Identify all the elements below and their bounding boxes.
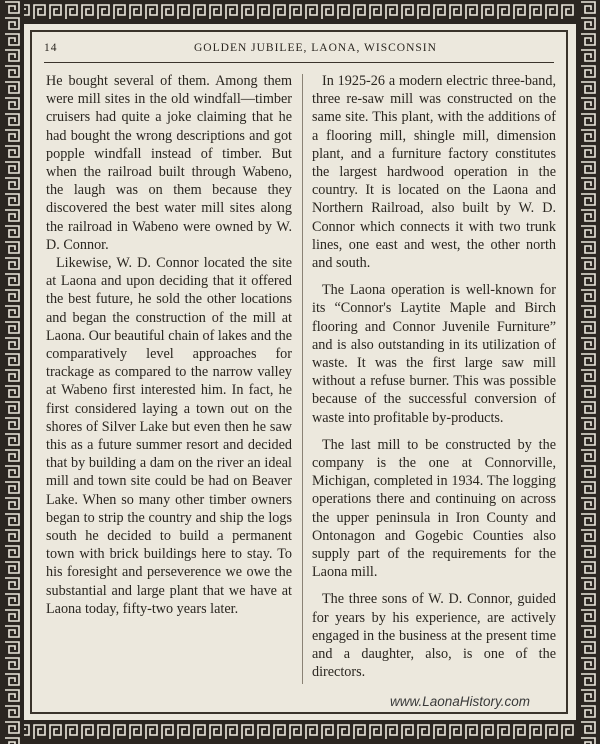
paragraph: In 1925-26 a modern electric three-band, three re-saw mill was constructed on the same site. This plant, with the additions of a flooring mill, shingle mill, dimension plant, and a furniture factory constitutes the largest hardwood operation in the country. It is located on the Laona and Northern Railroad, also built by W. D. Connor which connects it with two trunk lines, one east and west, the other north and south.	[312, 73, 556, 272]
right-column	[312, 72, 556, 682]
paragraph: The Laona operation is well-known for its “Connor's Laytite Maple and Birch flooring and Connor Juvenile Furniture” and is also outstanding in its utilization of waste. It was the first large saw mill without a refuse burner. This was possible because of the successful conversion of waste into profitable by-products.	[312, 282, 556, 426]
running-title: GOLDEN JUBILEE, LAONA, WISCONSIN	[194, 42, 437, 54]
border-top	[0, 0, 600, 24]
paragraph: The last mill to be constructed by the company is the one at Connorville, Michigan, completed in 1934. The logging operations there and continuing on across the upper peninsula in Iron County and Ontonagon and Gogebic Counties also supply part of the requirements for the Laona mill.	[312, 436, 556, 581]
border-left	[0, 0, 24, 744]
running-header	[44, 40, 554, 58]
watermark: www.LaonaHistory.com	[390, 694, 531, 709]
border-bottom	[0, 720, 600, 744]
paragraph: He bought several of them. Among them were mill sites in the old windfall—timber cruisers had quite a joke claiming that he had bought the wrong descriptions and got popple windfall instead of timber. But when the railroad built through Wabeno, the laugh was on them because they discovered the best water mill sites along the railroad in Wabeno were owned by W. D. Connor.	[46, 73, 292, 253]
left-column	[46, 72, 292, 618]
border-right	[576, 0, 600, 744]
paragraph: The three sons of W. D. Connor, guided for years by his experience, are actively engaged in the business at the present time and a daughter, also, is one of the directors.	[312, 591, 556, 681]
page-number: 14	[44, 42, 58, 54]
paragraph: Likewise, W. D. Connor located the site at Laona and upon deciding that it offered the best future, he sold the other locations and began the construction of the mill at Laona. Our beautiful chain of lakes and the comparatively level approaches for trackage as compared to the narrow valley at Wabeno first interested him. In fact, he first considered laying a town out on the shores of Silver Lake but even then he saw this as a future summer resort and decided that by building a dam on the river an ideal mill and town site could be had on Beaver Lake. When so many other timber owners began to strip the country and ship the logs south he decided to build a permanent town with brick buildings here to stay. To his foresight and perseverence we owe the substantial and large plant that we have at Laona today, fifty-two years later.	[46, 255, 292, 617]
header-rule	[44, 62, 554, 63]
column-divider	[302, 74, 303, 684]
